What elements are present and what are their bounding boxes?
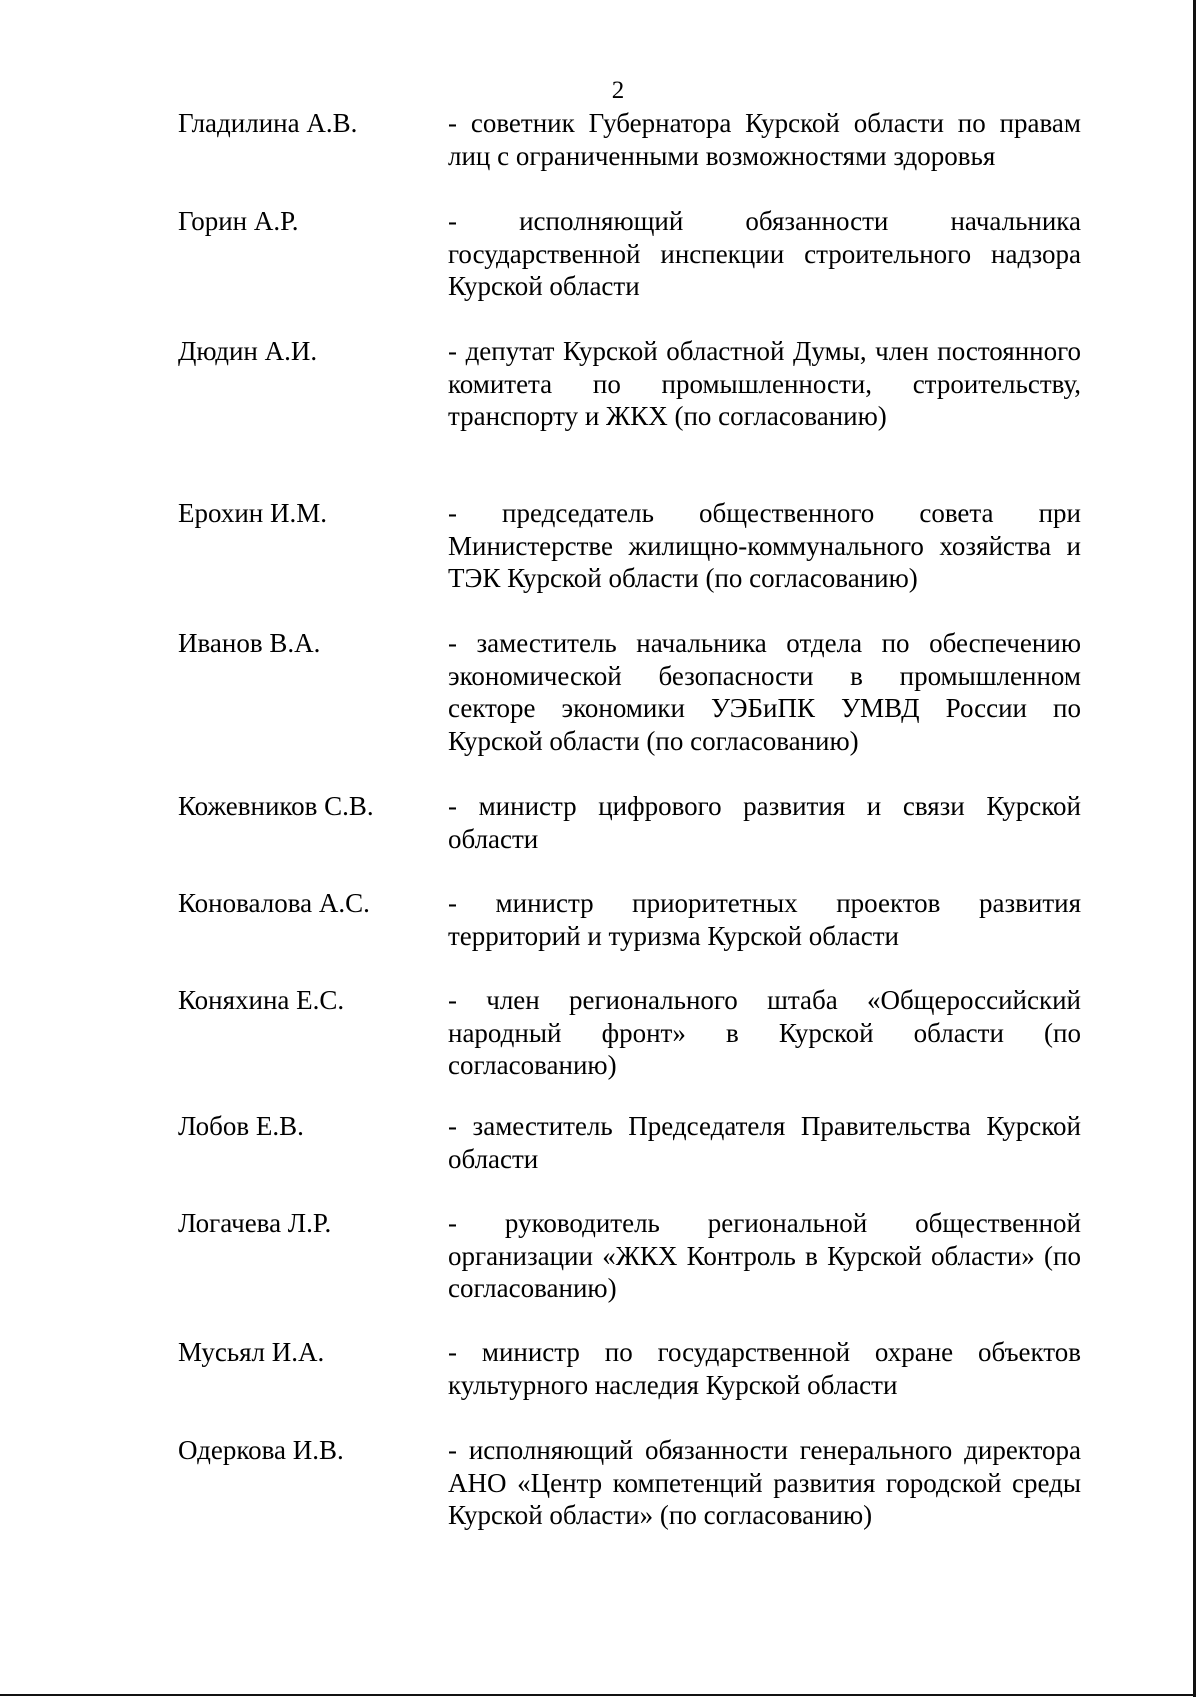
member-name: Дюдин А.И. — [178, 336, 318, 366]
member-name: Логачева Л.Р. — [178, 1208, 332, 1238]
page-number: 2 — [611, 77, 625, 104]
member-role: - исполняющий обязанности генерального директора АНО «Центр компетенций развития городской среды Курской области» (по согласованию) — [448, 1435, 1081, 1530]
member-name: Мусьял И.А. — [178, 1337, 325, 1367]
member-role: - министр приоритетных проектов развития территорий и туризма Курской области — [448, 888, 1081, 951]
member-role: - заместитель начальника отдела по обеспечению экономической безопасности в промышленном секторе экономики УЭБиПК УМВД России по Курской области (по согласованию) — [448, 628, 1081, 756]
scan-edge-bottom — [0, 1694, 1196, 1696]
member-role: - министр по государственной охране объектов культурного наследия Курской области — [448, 1337, 1081, 1400]
member-role: - депутат Курской областной Думы, член постоянного комитета по промышленности, строительству, транспорту и ЖКХ (по согласованию) — [448, 336, 1081, 431]
member-name: Коновалова А.С. — [178, 888, 370, 918]
member-name: Иванов В.А. — [178, 628, 321, 658]
member-name: Коняхина Е.С. — [178, 985, 345, 1015]
scan-edge-right — [1193, 0, 1196, 1697]
member-role: - заместитель Председателя Правительства Курской области — [448, 1111, 1081, 1174]
member-name: Ерохин И.М. — [178, 498, 327, 528]
member-role: - министр цифрового развития и связи Курской области — [448, 791, 1081, 854]
member-role: - руководитель региональной общественной организации «ЖКХ Контроль в Курской области» (по согласованию) — [448, 1208, 1081, 1303]
member-role: - исполняющий обязанности начальника государственной инспекции строительного надзора Курской области — [448, 206, 1081, 301]
member-name: Лобов Е.В. — [178, 1111, 304, 1141]
member-name: Гладилина А.В. — [178, 108, 358, 138]
member-name: Горин А.Р. — [178, 206, 299, 236]
member-name: Кожевников С.В. — [178, 791, 374, 821]
member-role: - член регионального штаба «Общероссийский народный фронт» в Курской области (по согласованию) — [448, 985, 1081, 1080]
member-name: Одеркова И.В. — [178, 1435, 344, 1465]
member-role: - председатель общественного совета при Министерстве жилищно-коммунального хозяйства и ТЭК Курской области (по согласованию) — [448, 498, 1081, 593]
member-role: - советник Губернатора Курской области по правам лиц с ограниченными возможностями здоровья — [448, 108, 1081, 171]
